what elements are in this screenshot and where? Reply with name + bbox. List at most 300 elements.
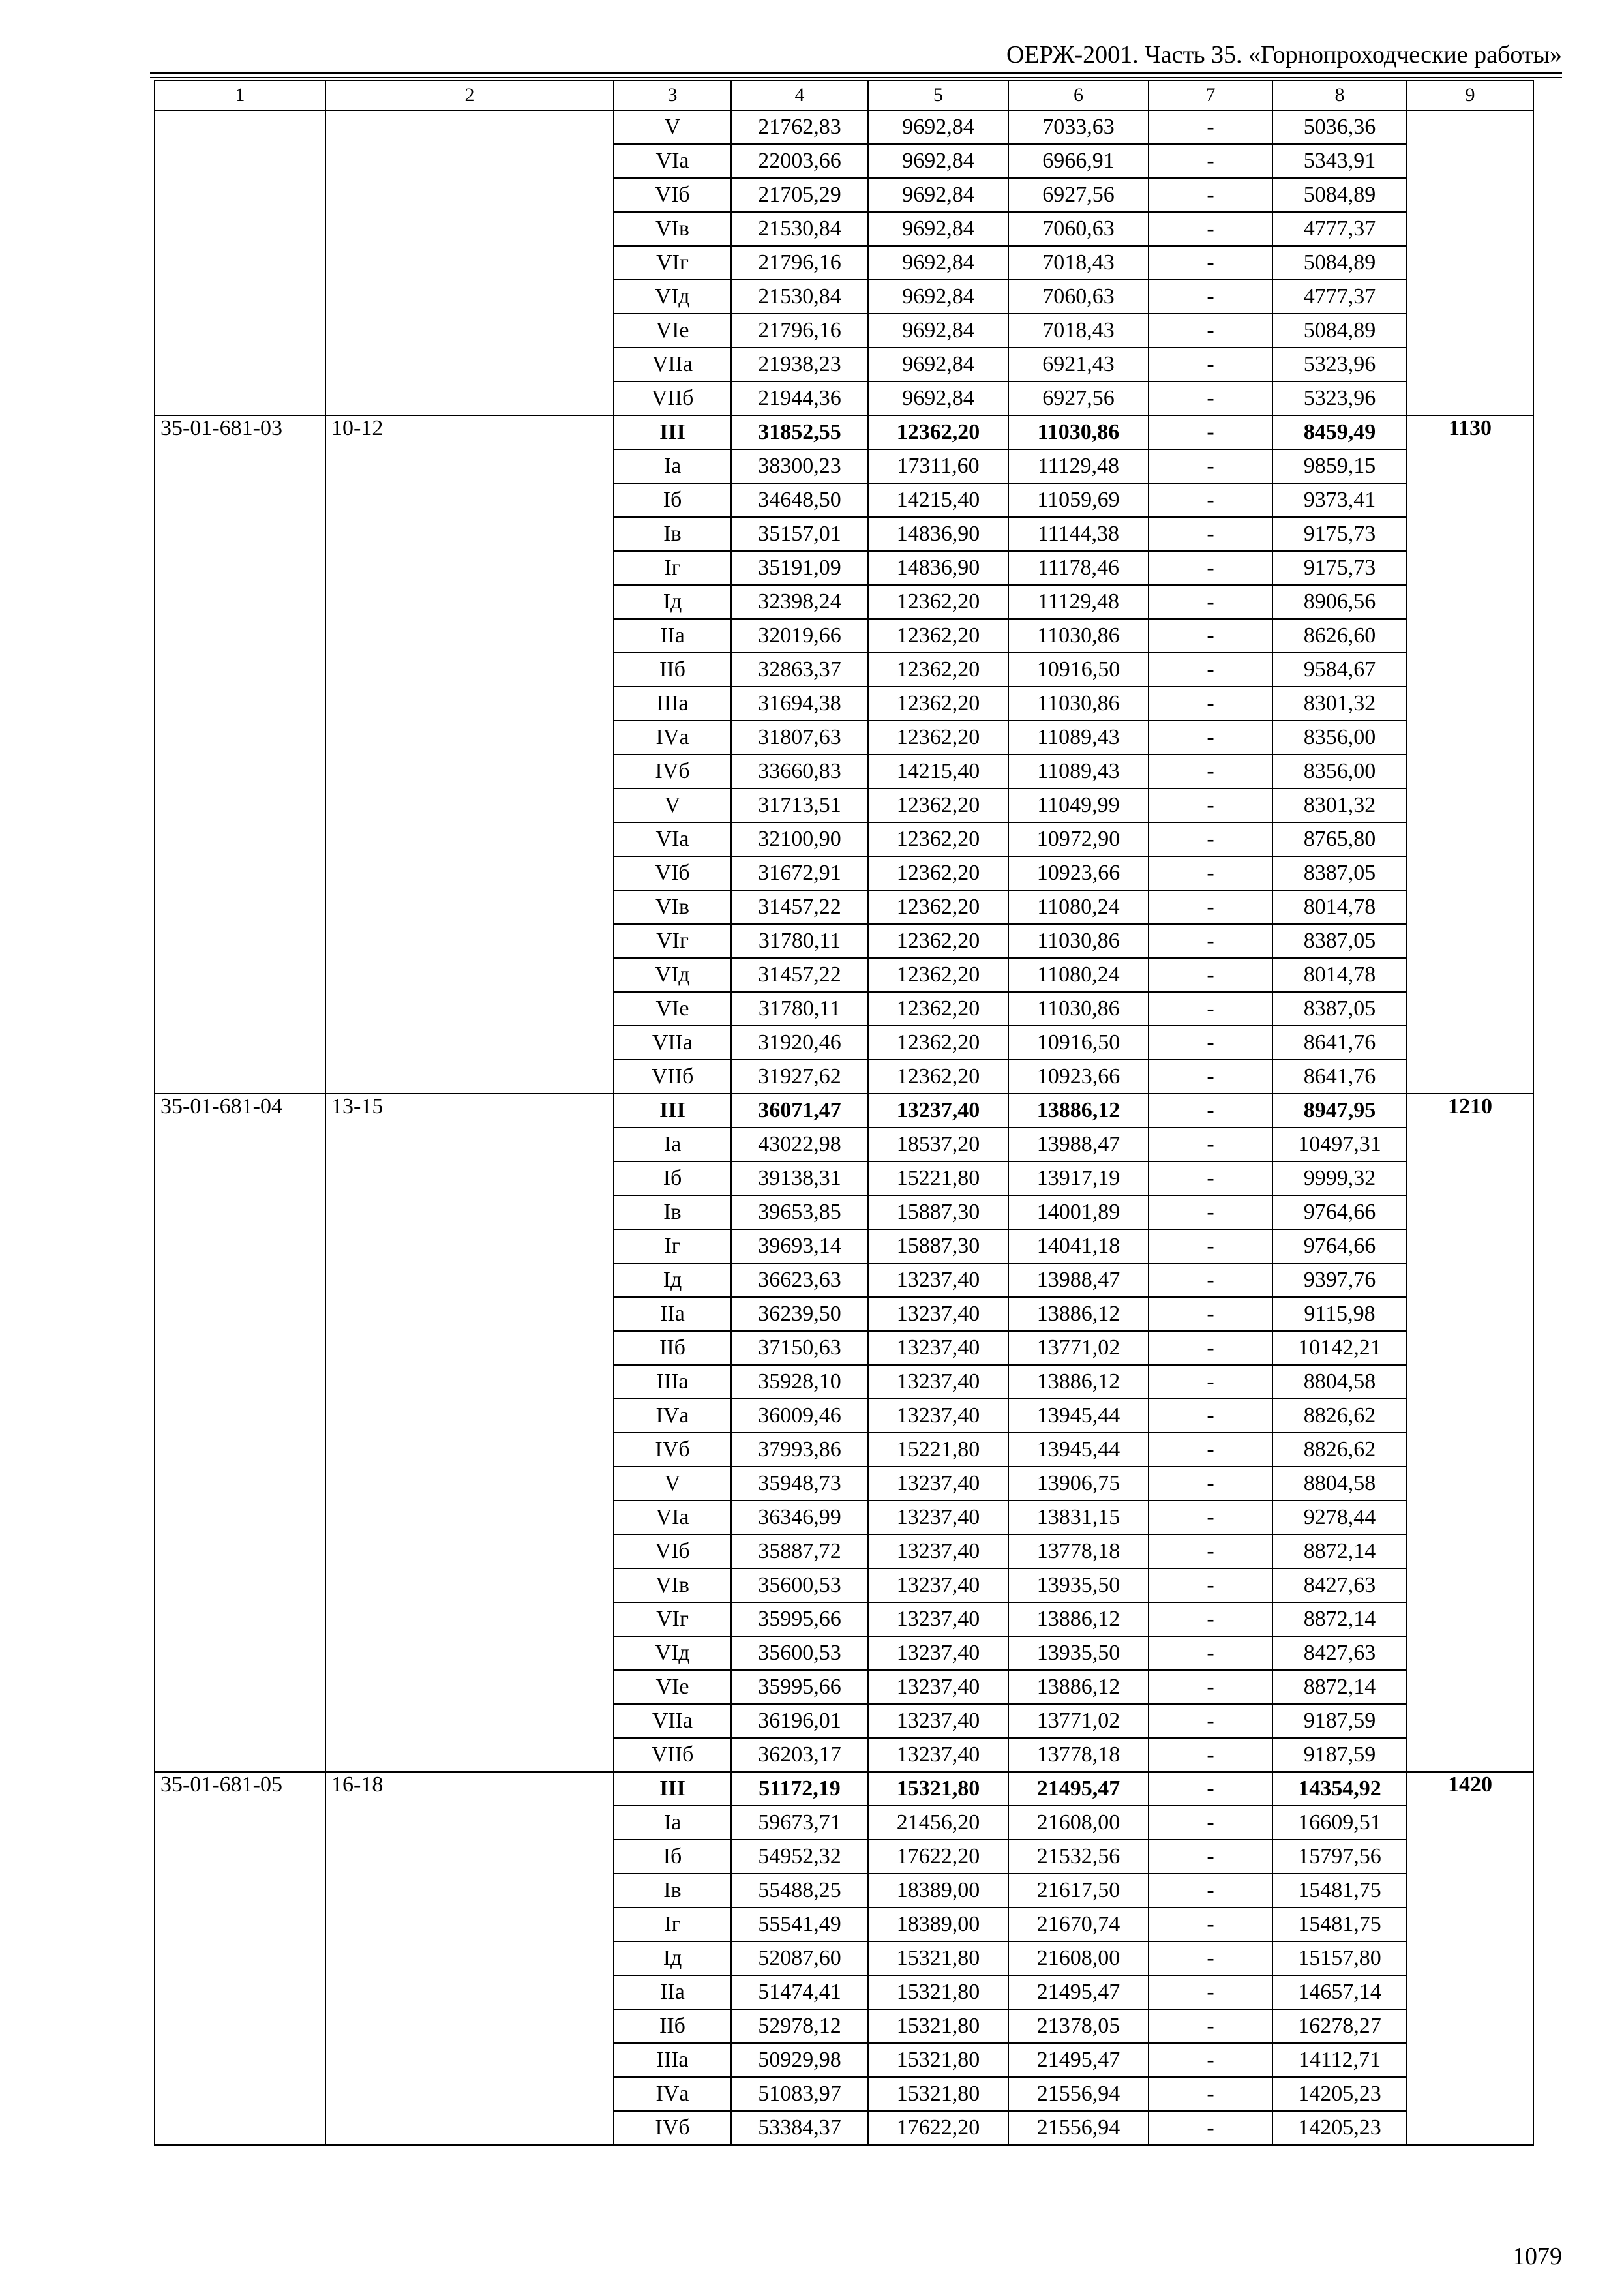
value-cell: 12362,20: [868, 856, 1008, 890]
rates-table: [154, 80, 1534, 2146]
value-cell: 51083,97: [731, 2077, 868, 2111]
value-cell: -: [1149, 212, 1272, 246]
value-cell: -: [1149, 551, 1272, 585]
value-cell: -: [1149, 1806, 1272, 1840]
value-cell: 10916,50: [1008, 1026, 1149, 1060]
value-cell: -: [1149, 1670, 1272, 1704]
value-cell: 12362,20: [868, 585, 1008, 619]
value-cell: 55541,49: [731, 1908, 868, 1941]
value-cell: 18389,00: [868, 1908, 1008, 1941]
value-cell: 13237,40: [868, 1670, 1008, 1704]
value-cell: 35928,10: [731, 1365, 868, 1399]
value-cell: 8804,58: [1272, 1467, 1407, 1501]
value-cell: 11178,46: [1008, 551, 1149, 585]
value-cell: 13237,40: [868, 1636, 1008, 1670]
category-cell: IVб: [614, 1433, 731, 1467]
value-cell: -: [1149, 517, 1272, 551]
value-cell: 21796,16: [731, 314, 868, 348]
value-cell: -: [1149, 1874, 1272, 1908]
category-cell: VIд: [614, 1636, 731, 1670]
value-cell: 8872,14: [1272, 1534, 1407, 1568]
value-cell: 8387,05: [1272, 924, 1407, 958]
value-cell: -: [1149, 1229, 1272, 1263]
value-cell: 13237,40: [868, 1263, 1008, 1297]
category-cell: VIа: [614, 822, 731, 856]
value-cell: 15887,30: [868, 1195, 1008, 1229]
value-cell: 12362,20: [868, 1026, 1008, 1060]
code-cell: 35-01-681-03: [155, 415, 325, 1094]
value-cell: 13945,44: [1008, 1399, 1149, 1433]
value-cell: 8826,62: [1272, 1399, 1407, 1433]
value-cell: 14205,23: [1272, 2077, 1407, 2111]
value-cell: 14001,89: [1008, 1195, 1149, 1229]
value-cell: 15157,80: [1272, 1941, 1407, 1975]
value-cell: 8427,63: [1272, 1568, 1407, 1602]
category-cell: III: [614, 1094, 731, 1128]
value-cell: 33660,83: [731, 755, 868, 788]
value-cell: 13886,12: [1008, 1297, 1149, 1331]
column-header: 1: [155, 80, 325, 110]
value-cell: 13237,40: [868, 1501, 1008, 1534]
value-cell: 9764,66: [1272, 1195, 1407, 1229]
value-cell: 15321,80: [868, 1941, 1008, 1975]
value-cell: 11129,48: [1008, 449, 1149, 483]
value-cell: 5084,89: [1272, 246, 1407, 280]
category-cell: IIIа: [614, 1365, 731, 1399]
value-cell: 9187,59: [1272, 1738, 1407, 1772]
value-cell: 31920,46: [731, 1026, 868, 1060]
value-cell: 5084,89: [1272, 178, 1407, 212]
category-cell: IVб: [614, 755, 731, 788]
value-cell: 37993,86: [731, 1433, 868, 1467]
value-cell: 43022,98: [731, 1128, 868, 1161]
column-header: 7: [1149, 80, 1272, 110]
value-cell: -: [1149, 483, 1272, 517]
value-cell: 36203,17: [731, 1738, 868, 1772]
column-header: 6: [1008, 80, 1149, 110]
value-cell: 21556,94: [1008, 2111, 1149, 2145]
value-cell: 15321,80: [868, 2043, 1008, 2077]
category-cell: III: [614, 415, 731, 449]
column-header: 2: [325, 80, 614, 110]
value-cell: -: [1149, 1840, 1272, 1874]
category-cell: Iд: [614, 1263, 731, 1297]
value-cell: -: [1149, 1060, 1272, 1094]
value-cell: 9859,15: [1272, 449, 1407, 483]
value-cell: 7018,43: [1008, 314, 1149, 348]
value-cell: -: [1149, 178, 1272, 212]
value-cell: 21456,20: [868, 1806, 1008, 1840]
value-cell: -: [1149, 415, 1272, 449]
category-cell: Iв: [614, 517, 731, 551]
col9-cell: 1420: [1407, 1772, 1533, 2145]
column-header-row: [155, 80, 1533, 110]
category-cell: Iд: [614, 585, 731, 619]
value-cell: 17311,60: [868, 449, 1008, 483]
value-cell: 50929,98: [731, 2043, 868, 2077]
value-cell: 21495,47: [1008, 1772, 1149, 1806]
value-cell: 8301,32: [1272, 687, 1407, 721]
category-cell: Iб: [614, 1840, 731, 1874]
value-cell: 32863,37: [731, 653, 868, 687]
value-cell: -: [1149, 958, 1272, 992]
value-cell: 21532,56: [1008, 1840, 1149, 1874]
value-cell: 13935,50: [1008, 1568, 1149, 1602]
value-cell: 21495,47: [1008, 2043, 1149, 2077]
value-cell: 7033,63: [1008, 110, 1149, 144]
value-cell: 15321,80: [868, 2077, 1008, 2111]
value-cell: -: [1149, 246, 1272, 280]
value-cell: 21670,74: [1008, 1908, 1149, 1941]
value-cell: -: [1149, 687, 1272, 721]
value-cell: -: [1149, 1297, 1272, 1331]
value-cell: 52087,60: [731, 1941, 868, 1975]
value-cell: 15321,80: [868, 1975, 1008, 2009]
value-cell: 9692,84: [868, 348, 1008, 382]
value-cell: -: [1149, 144, 1272, 178]
value-cell: 11030,86: [1008, 415, 1149, 449]
category-cell: V: [614, 788, 731, 822]
value-cell: 39653,85: [731, 1195, 868, 1229]
value-cell: 16278,27: [1272, 2009, 1407, 2043]
value-cell: 36196,01: [731, 1704, 868, 1738]
value-cell: 36071,47: [731, 1094, 868, 1128]
value-cell: 13237,40: [868, 1602, 1008, 1636]
value-cell: 11049,99: [1008, 788, 1149, 822]
value-cell: 13988,47: [1008, 1263, 1149, 1297]
value-cell: 5036,36: [1272, 110, 1407, 144]
value-cell: 35600,53: [731, 1568, 868, 1602]
value-cell: 10923,66: [1008, 856, 1149, 890]
value-cell: -: [1149, 382, 1272, 415]
value-cell: 16609,51: [1272, 1806, 1407, 1840]
category-cell: III: [614, 1772, 731, 1806]
category-cell: VIв: [614, 212, 731, 246]
value-cell: 21608,00: [1008, 1941, 1149, 1975]
value-cell: 11144,38: [1008, 517, 1149, 551]
column-header: 5: [868, 80, 1008, 110]
category-cell: Iб: [614, 483, 731, 517]
value-cell: -: [1149, 1501, 1272, 1534]
value-cell: -: [1149, 1568, 1272, 1602]
value-cell: 8427,63: [1272, 1636, 1407, 1670]
value-cell: 12362,20: [868, 415, 1008, 449]
value-cell: -: [1149, 2043, 1272, 2077]
value-cell: 31672,91: [731, 856, 868, 890]
category-cell: IIа: [614, 619, 731, 653]
value-cell: 21796,16: [731, 246, 868, 280]
value-cell: 31780,11: [731, 924, 868, 958]
category-cell: VIIа: [614, 1704, 731, 1738]
value-cell: 15321,80: [868, 2009, 1008, 2043]
value-cell: 21762,83: [731, 110, 868, 144]
value-cell: 5084,89: [1272, 314, 1407, 348]
value-cell: 6927,56: [1008, 178, 1149, 212]
range-cell: 10-12: [325, 415, 614, 1094]
category-cell: VIд: [614, 958, 731, 992]
value-cell: 9999,32: [1272, 1161, 1407, 1195]
value-cell: 12362,20: [868, 619, 1008, 653]
value-cell: 9692,84: [868, 314, 1008, 348]
value-cell: 9115,98: [1272, 1297, 1407, 1331]
value-cell: 8387,05: [1272, 992, 1407, 1026]
category-cell: VIб: [614, 178, 731, 212]
category-cell: VIIа: [614, 1026, 731, 1060]
category-cell: VIб: [614, 856, 731, 890]
value-cell: -: [1149, 1399, 1272, 1433]
value-cell: 36623,63: [731, 1263, 868, 1297]
value-cell: 8872,14: [1272, 1602, 1407, 1636]
value-cell: -: [1149, 890, 1272, 924]
value-cell: 7018,43: [1008, 246, 1149, 280]
value-cell: 9278,44: [1272, 1501, 1407, 1534]
value-cell: -: [1149, 585, 1272, 619]
value-cell: 8765,80: [1272, 822, 1407, 856]
value-cell: 35157,01: [731, 517, 868, 551]
value-cell: 13935,50: [1008, 1636, 1149, 1670]
value-cell: -: [1149, 280, 1272, 314]
value-cell: -: [1149, 2111, 1272, 2145]
value-cell: 39693,14: [731, 1229, 868, 1263]
category-cell: V: [614, 1467, 731, 1501]
category-cell: IVа: [614, 1399, 731, 1433]
category-cell: Iд: [614, 1941, 731, 1975]
value-cell: 13237,40: [868, 1399, 1008, 1433]
value-cell: 13237,40: [868, 1738, 1008, 1772]
value-cell: 8387,05: [1272, 856, 1407, 890]
value-cell: 31780,11: [731, 992, 868, 1026]
value-cell: 35995,66: [731, 1670, 868, 1704]
value-cell: -: [1149, 856, 1272, 890]
value-cell: 51474,41: [731, 1975, 868, 2009]
column-header: 8: [1272, 80, 1407, 110]
category-cell: VIе: [614, 314, 731, 348]
value-cell: 9175,73: [1272, 551, 1407, 585]
code-cell: 35-01-681-04: [155, 1094, 325, 1772]
value-cell: 12362,20: [868, 788, 1008, 822]
category-cell: Iа: [614, 449, 731, 483]
column-header: 9: [1407, 80, 1533, 110]
value-cell: -: [1149, 619, 1272, 653]
code-cell: 35-01-681-05: [155, 1772, 325, 2145]
category-cell: VIIб: [614, 1060, 731, 1094]
value-cell: 12362,20: [868, 958, 1008, 992]
value-cell: 13886,12: [1008, 1365, 1149, 1399]
value-cell: 31927,62: [731, 1060, 868, 1094]
value-cell: 7060,63: [1008, 212, 1149, 246]
value-cell: 13917,19: [1008, 1161, 1149, 1195]
value-cell: 6921,43: [1008, 348, 1149, 382]
value-cell: 6927,56: [1008, 382, 1149, 415]
category-cell: IIб: [614, 2009, 731, 2043]
range-cell: 16-18: [325, 1772, 614, 2145]
value-cell: 15481,75: [1272, 1874, 1407, 1908]
value-cell: 5323,96: [1272, 348, 1407, 382]
value-cell: 8641,76: [1272, 1060, 1407, 1094]
value-cell: 12362,20: [868, 687, 1008, 721]
value-cell: 9187,59: [1272, 1704, 1407, 1738]
table-row: [155, 1094, 1533, 1128]
value-cell: 13945,44: [1008, 1433, 1149, 1467]
value-cell: 8826,62: [1272, 1433, 1407, 1467]
column-header: 3: [614, 80, 731, 110]
value-cell: 14112,71: [1272, 2043, 1407, 2077]
value-cell: 31457,22: [731, 890, 868, 924]
category-cell: IVб: [614, 2111, 731, 2145]
value-cell: 4777,37: [1272, 212, 1407, 246]
value-cell: 59673,71: [731, 1806, 868, 1840]
value-cell: 11030,86: [1008, 687, 1149, 721]
value-cell: 39138,31: [731, 1161, 868, 1195]
value-cell: 13886,12: [1008, 1094, 1149, 1128]
value-cell: 14836,90: [868, 517, 1008, 551]
running-header: ОЕРЖ-2001. Часть 35. «Горнопроходческие работы»: [1006, 41, 1562, 68]
category-cell: VIе: [614, 992, 731, 1026]
value-cell: 11030,86: [1008, 619, 1149, 653]
value-cell: 8947,95: [1272, 1094, 1407, 1128]
category-cell: IIб: [614, 653, 731, 687]
value-cell: 36009,46: [731, 1399, 868, 1433]
value-cell: 31807,63: [731, 721, 868, 755]
value-cell: 14657,14: [1272, 1975, 1407, 2009]
value-cell: 21705,29: [731, 178, 868, 212]
value-cell: 11080,24: [1008, 958, 1149, 992]
value-cell: 9692,84: [868, 212, 1008, 246]
value-cell: 11129,48: [1008, 585, 1149, 619]
category-cell: VIг: [614, 246, 731, 280]
value-cell: -: [1149, 1636, 1272, 1670]
category-cell: VIа: [614, 1501, 731, 1534]
value-cell: 8301,32: [1272, 788, 1407, 822]
value-cell: -: [1149, 721, 1272, 755]
value-cell: -: [1149, 653, 1272, 687]
value-cell: 11030,86: [1008, 992, 1149, 1026]
category-cell: IIа: [614, 1975, 731, 2009]
value-cell: 8906,56: [1272, 585, 1407, 619]
value-cell: 9692,84: [868, 178, 1008, 212]
value-cell: 6966,91: [1008, 144, 1149, 178]
value-cell: 14354,92: [1272, 1772, 1407, 1806]
value-cell: -: [1149, 1128, 1272, 1161]
value-cell: -: [1149, 1331, 1272, 1365]
value-cell: 11080,24: [1008, 890, 1149, 924]
category-cell: IIIа: [614, 687, 731, 721]
value-cell: 38300,23: [731, 449, 868, 483]
value-cell: -: [1149, 1263, 1272, 1297]
value-cell: -: [1149, 924, 1272, 958]
table-row: [155, 1772, 1533, 1806]
value-cell: 13886,12: [1008, 1602, 1149, 1636]
value-cell: 52978,12: [731, 2009, 868, 2043]
category-cell: VIд: [614, 280, 731, 314]
value-cell: 18537,20: [868, 1128, 1008, 1161]
value-cell: 10142,21: [1272, 1331, 1407, 1365]
value-cell: 13886,12: [1008, 1670, 1149, 1704]
value-cell: 36346,99: [731, 1501, 868, 1534]
value-cell: 34648,50: [731, 483, 868, 517]
category-cell: Iв: [614, 1195, 731, 1229]
table-body: [155, 80, 1533, 2145]
value-cell: -: [1149, 1908, 1272, 1941]
value-cell: 12362,20: [868, 992, 1008, 1026]
value-cell: 13237,40: [868, 1467, 1008, 1501]
value-cell: 8014,78: [1272, 958, 1407, 992]
value-cell: 12362,20: [868, 721, 1008, 755]
value-cell: 13771,02: [1008, 1331, 1149, 1365]
value-cell: 11059,69: [1008, 483, 1149, 517]
value-cell: 9373,41: [1272, 483, 1407, 517]
value-cell: 54952,32: [731, 1840, 868, 1874]
value-cell: 21617,50: [1008, 1874, 1149, 1908]
value-cell: 11030,86: [1008, 924, 1149, 958]
category-cell: Iа: [614, 1128, 731, 1161]
value-cell: 32398,24: [731, 585, 868, 619]
value-cell: 13831,15: [1008, 1501, 1149, 1534]
value-cell: 21495,47: [1008, 1975, 1149, 2009]
value-cell: 21530,84: [731, 280, 868, 314]
value-cell: -: [1149, 1094, 1272, 1128]
value-cell: 8356,00: [1272, 755, 1407, 788]
value-cell: 13237,40: [868, 1331, 1008, 1365]
category-cell: Iг: [614, 1908, 731, 1941]
value-cell: 14215,40: [868, 755, 1008, 788]
value-cell: 15797,56: [1272, 1840, 1407, 1874]
value-cell: 17622,20: [868, 2111, 1008, 2145]
value-cell: 35191,09: [731, 551, 868, 585]
value-cell: -: [1149, 788, 1272, 822]
value-cell: -: [1149, 1365, 1272, 1399]
value-cell: 31852,55: [731, 415, 868, 449]
value-cell: 9692,84: [868, 382, 1008, 415]
category-cell: VIв: [614, 1568, 731, 1602]
category-cell: Iг: [614, 1229, 731, 1263]
category-cell: Iа: [614, 1806, 731, 1840]
value-cell: -: [1149, 1772, 1272, 1806]
value-cell: 31457,22: [731, 958, 868, 992]
value-cell: 15887,30: [868, 1229, 1008, 1263]
category-cell: IIа: [614, 1297, 731, 1331]
value-cell: 15221,80: [868, 1433, 1008, 1467]
value-cell: -: [1149, 1738, 1272, 1772]
value-cell: 9692,84: [868, 110, 1008, 144]
value-cell: 11089,43: [1008, 755, 1149, 788]
value-cell: 21938,23: [731, 348, 868, 382]
value-cell: 21556,94: [1008, 2077, 1149, 2111]
value-cell: 12362,20: [868, 1060, 1008, 1094]
value-cell: 15481,75: [1272, 1908, 1407, 1941]
value-cell: 10497,31: [1272, 1128, 1407, 1161]
page-number: 1079: [1512, 2243, 1562, 2270]
value-cell: -: [1149, 1602, 1272, 1636]
value-cell: 8641,76: [1272, 1026, 1407, 1060]
value-cell: 15221,80: [868, 1161, 1008, 1195]
value-cell: 13771,02: [1008, 1704, 1149, 1738]
value-cell: 13237,40: [868, 1534, 1008, 1568]
category-cell: V: [614, 110, 731, 144]
category-cell: VIб: [614, 1534, 731, 1568]
code-cell: [155, 110, 325, 415]
value-cell: -: [1149, 2009, 1272, 2043]
value-cell: -: [1149, 1195, 1272, 1229]
table-row: [155, 415, 1533, 449]
value-cell: -: [1149, 1941, 1272, 1975]
value-cell: 51172,19: [731, 1772, 868, 1806]
col9-cell: [1407, 110, 1533, 415]
value-cell: 8459,49: [1272, 415, 1407, 449]
table-row: [155, 110, 1533, 144]
value-cell: -: [1149, 1975, 1272, 2009]
value-cell: 18389,00: [868, 1874, 1008, 1908]
